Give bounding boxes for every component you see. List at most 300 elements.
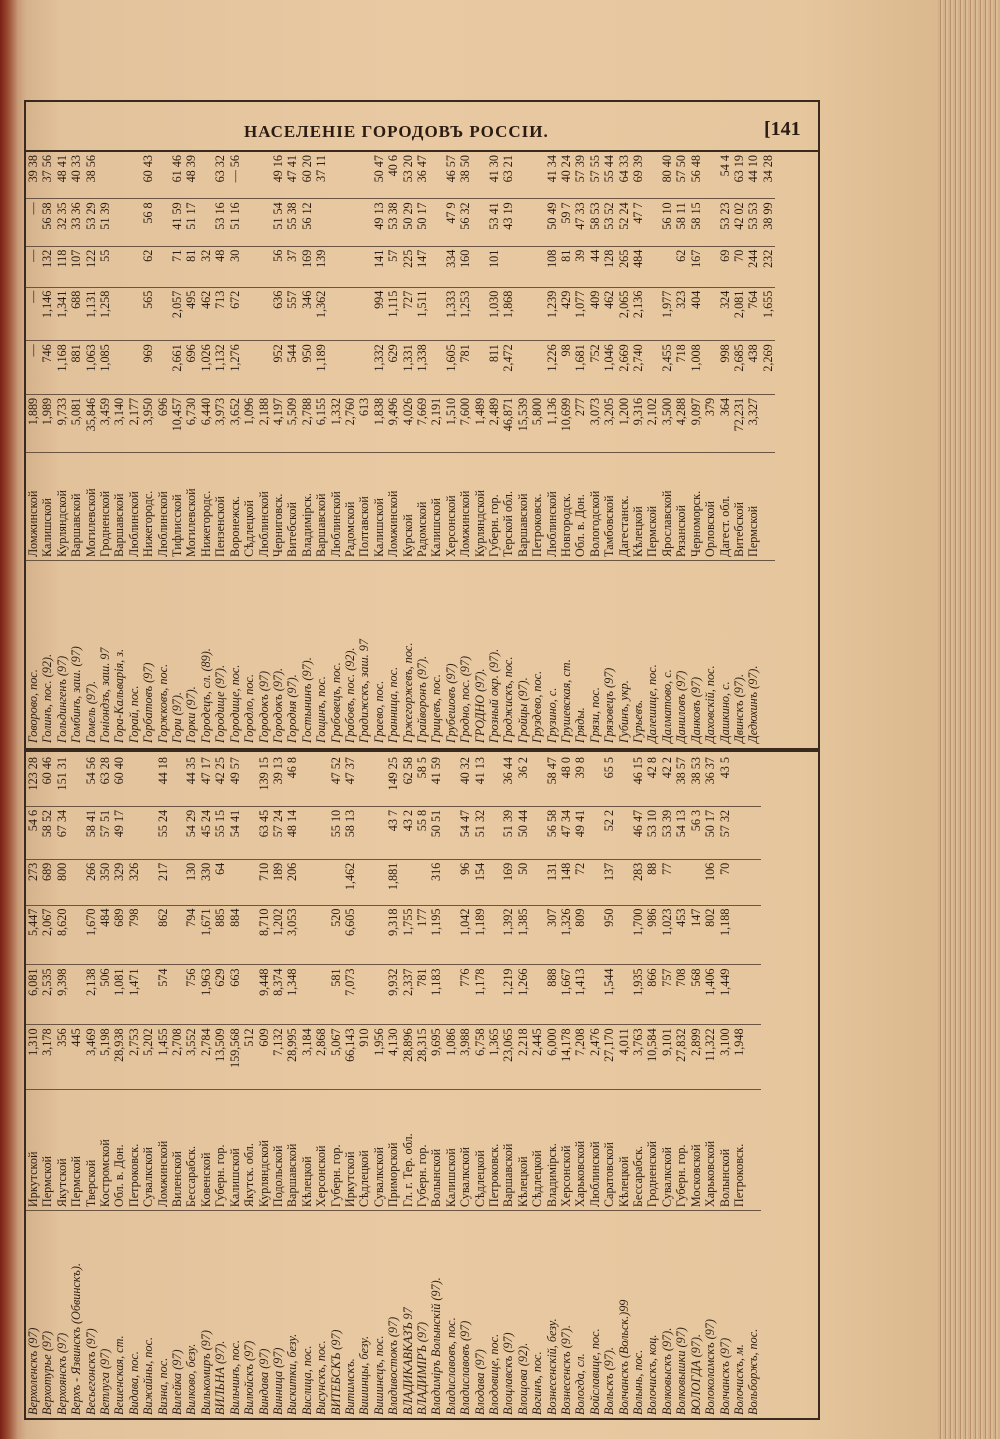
table-cell — [69, 754, 83, 806]
table-cell: 69 39 — [631, 152, 645, 199]
table-cell: 1,700 — [631, 905, 645, 965]
table-cell: 718 — [674, 341, 688, 395]
table-row — [170, 754, 184, 1418]
table-cell: 2,784 — [199, 1025, 213, 1090]
table-cell: 1,385 — [516, 905, 530, 965]
table-cell: 364 — [718, 394, 732, 452]
table-cell: Городокъ (97). — [270, 667, 285, 743]
table-cell: 60 46 — [40, 754, 54, 806]
lower-population-table — [26, 754, 761, 1418]
table-cell: — — [26, 287, 40, 341]
table-row — [660, 754, 674, 1418]
table-cell: 42 25 — [213, 754, 227, 806]
table-cell: Кѣлецкой — [617, 1090, 631, 1211]
table-cell: 55 24 — [156, 806, 170, 859]
table-cell: 1,131 — [84, 287, 98, 341]
table-cell: 324 — [718, 287, 732, 341]
table-cell: 2,081 — [732, 287, 746, 341]
table-cell — [357, 859, 371, 905]
table-cell: 884 — [228, 905, 242, 965]
table-cell: 1,455 — [156, 1025, 170, 1090]
table-cell: 50 44 — [516, 806, 530, 859]
table-cell: 307 — [545, 905, 559, 965]
table-cell: Люблинской — [588, 1090, 602, 1211]
table-cell — [530, 859, 544, 905]
table-cell — [127, 341, 141, 395]
table-row — [718, 754, 732, 1418]
table-cell: 3,459 — [98, 394, 112, 452]
table-cell: 6,605 — [343, 905, 357, 965]
table-cell: 45 24 — [199, 806, 213, 859]
table-cell: 5,067 — [329, 1025, 343, 1090]
table-cell — [112, 152, 126, 199]
table-cell — [357, 287, 371, 341]
table-cell: 809 — [573, 905, 587, 965]
table-cell — [329, 341, 343, 395]
table-cell — [487, 965, 501, 1025]
table-cell: 2,218 — [516, 1025, 530, 1090]
table-cell — [257, 199, 271, 246]
page-title: НАСЕЛЕНІЕ ГОРОДОВЪ РОССІИ. — [244, 122, 549, 141]
table-cell: 9,318 — [386, 905, 400, 965]
table-cell: 40 6 — [386, 152, 400, 199]
table-cell: 710 — [257, 859, 271, 905]
table-cell — [343, 199, 357, 246]
table-cell — [732, 754, 746, 806]
table-row — [271, 754, 285, 1418]
table-cell — [516, 199, 530, 246]
table-row — [285, 754, 299, 1418]
table-cell: Вилькомиръ (97) — [198, 1330, 213, 1415]
table-cell: 3,184 — [300, 1025, 314, 1090]
table-cell: 217 — [156, 859, 170, 905]
table-cell: 9,097 — [689, 394, 703, 452]
table-cell: 149 25 — [386, 754, 400, 806]
table-cell: 9,398 — [55, 965, 69, 1025]
table-cell: 565 — [141, 287, 155, 341]
table-cell: 998 — [718, 341, 732, 395]
table-cell: 122 — [84, 246, 98, 287]
table-cell — [242, 341, 256, 395]
table-cell: 61 46 — [170, 152, 184, 199]
table-cell: 47 17 — [199, 754, 213, 806]
table-cell: Тамбовской — [602, 452, 616, 560]
table-cell: 781 — [458, 341, 472, 395]
table-cell: 794 — [184, 905, 198, 965]
table-cell: Варшавской — [112, 452, 126, 560]
table-cell: Визна, пос. — [155, 1357, 170, 1415]
table-cell: 43 19 — [501, 199, 515, 246]
table-cell: 7,669 — [415, 394, 429, 452]
table-cell: Дагест. обл. — [718, 452, 732, 560]
table-cell: Влоцлавскъ (97) — [501, 1332, 516, 1415]
table-cell: 330 — [199, 859, 213, 905]
table-cell — [732, 859, 746, 905]
table-cell: 323 — [674, 287, 688, 341]
table-cell — [141, 859, 155, 905]
table-cell: Калишской — [444, 1090, 458, 1211]
table-cell: 9,496 — [386, 394, 400, 452]
table-cell: 1,085 — [98, 341, 112, 395]
table-cell: 57 — [386, 246, 400, 287]
table-row — [184, 754, 198, 1418]
table-cell: Вешенская, ст. — [112, 1335, 127, 1415]
page-stack-edge — [938, 0, 1000, 1439]
table-cell: 910 — [357, 1025, 371, 1090]
table-row — [213, 754, 227, 1418]
table-cell: 53 41 — [487, 199, 501, 246]
table-cell: 53 23 — [718, 199, 732, 246]
table-cell — [98, 152, 112, 199]
table-cell: 1,671 — [199, 905, 213, 965]
table-cell — [645, 152, 659, 199]
table-cell: 67 34 — [55, 806, 69, 859]
table-cell: Варшавской — [501, 1090, 515, 1211]
table-cell — [746, 905, 760, 965]
table-cell: Калишской — [372, 452, 386, 560]
table-cell — [314, 754, 328, 806]
table-row — [372, 754, 386, 1418]
table-cell: Грязи, пос. — [587, 687, 602, 743]
table-cell: Гройцы (97). — [515, 677, 530, 743]
table-cell: Кѣлецкой — [631, 452, 645, 560]
table-cell: 445 — [69, 1025, 83, 1090]
table-row — [386, 754, 400, 1418]
table-cell: 48 39 — [184, 152, 198, 199]
table-cell: 64 — [213, 859, 227, 905]
table-cell: 1,086 — [444, 1025, 458, 1090]
table-cell — [674, 859, 688, 905]
table-cell: Черниговск. — [271, 452, 285, 560]
table-row — [55, 754, 69, 1418]
table-cell — [703, 152, 717, 199]
table-row — [444, 152, 458, 746]
table-row — [530, 754, 544, 1418]
table-cell: 232 — [761, 246, 775, 287]
table-row — [257, 152, 271, 746]
table-cell: 123 28 — [26, 754, 40, 806]
table-row — [271, 152, 285, 746]
table-cell: 49 13 — [372, 199, 386, 246]
table-cell: Черноморск. — [689, 452, 703, 560]
table-cell — [343, 152, 357, 199]
table-cell: 108 — [545, 246, 559, 287]
table-cell: Могилевской — [84, 452, 98, 560]
table-cell: Люблинской — [127, 452, 141, 560]
table-cell: 581 — [329, 965, 343, 1025]
table-cell: 520 — [329, 905, 343, 965]
table-cell — [372, 859, 386, 905]
table-cell — [703, 287, 717, 341]
table-cell: 3,988 — [458, 1025, 472, 1090]
table-cell — [127, 806, 141, 859]
table-cell: 7,132 — [271, 1025, 285, 1090]
table-cell — [300, 905, 314, 965]
table-cell: 44 10 — [746, 152, 760, 199]
table-cell: Владимірск. — [545, 1090, 559, 1211]
table-cell: 130 — [184, 859, 198, 905]
table-cell — [300, 965, 314, 1025]
table-cell: Горки (97). — [184, 686, 199, 743]
table-cell: 326 — [127, 859, 141, 905]
table-cell: 58 13 — [343, 806, 357, 859]
table-cell: Висунскъ, пос. — [314, 1340, 329, 1415]
table-cell: 746 — [40, 341, 54, 395]
table-cell: 5,198 — [98, 1025, 112, 1090]
table-cell: Городецъ, сл. (89). — [198, 648, 213, 743]
table-row — [285, 152, 299, 746]
table-row — [501, 152, 515, 746]
table-cell — [314, 859, 328, 905]
table-cell: 77 — [660, 859, 674, 905]
table-row — [559, 152, 573, 746]
table-cell: 1,413 — [573, 965, 587, 1025]
table-cell: 51 32 — [473, 806, 487, 859]
table-cell: Верхотурье (97) — [40, 1330, 55, 1415]
table-cell: 1,189 — [314, 341, 328, 395]
table-cell: Вискитки, безу. — [285, 1333, 300, 1415]
table-cell: 52 2 — [602, 806, 616, 859]
table-cell: 1,510 — [444, 394, 458, 452]
table-cell: Вилково, безу. — [184, 1343, 199, 1415]
table-row — [501, 754, 515, 1418]
table-row — [69, 754, 83, 1418]
table-cell: Калишской — [228, 1090, 242, 1211]
table-cell — [444, 965, 458, 1025]
table-row — [573, 754, 587, 1418]
table-cell — [314, 905, 328, 965]
table-cell: Вижайны, пос. — [141, 1337, 156, 1415]
table-cell: 2,188 — [257, 394, 271, 452]
table-row — [184, 152, 198, 746]
table-cell: Орловской — [703, 452, 717, 560]
table-cell: 484 — [98, 905, 112, 965]
table-cell: 56 10 — [660, 199, 674, 246]
table-row — [329, 152, 343, 746]
table-cell: 9,448 — [257, 965, 271, 1025]
table-cell — [429, 287, 443, 341]
table-cell — [300, 859, 314, 905]
table-cell: Владиславовъ, пос. — [443, 1317, 458, 1415]
table-cell: Подольской — [271, 1090, 285, 1211]
table-cell — [617, 859, 631, 905]
table-cell: 1,178 — [473, 965, 487, 1025]
table-cell — [242, 287, 256, 341]
table-cell — [257, 287, 271, 341]
table-cell: Винница (97) — [270, 1347, 285, 1415]
table-cell: 57 50 — [674, 152, 688, 199]
table-row — [458, 152, 472, 746]
table-cell: 53 20 — [401, 152, 415, 199]
table-cell: 2,067 — [40, 905, 54, 965]
table-row — [444, 754, 458, 1418]
table-cell: 244 — [746, 246, 760, 287]
table-cell: ВИЛЬНА (97). — [213, 1340, 228, 1415]
table-cell: 6,155 — [314, 394, 328, 452]
table-cell: 53 16 — [213, 199, 227, 246]
table-row — [141, 152, 155, 746]
table-cell: 9,316 — [631, 394, 645, 452]
table-row — [26, 152, 40, 746]
table-cell: Горжковъ, пос. — [155, 663, 170, 743]
table-cell: 495 — [184, 287, 198, 341]
table-cell — [530, 754, 544, 806]
table-row — [588, 754, 602, 1418]
table-cell: 2,669 — [617, 341, 631, 395]
table-cell: Городокъ (97) — [256, 670, 271, 743]
table-row — [588, 152, 602, 746]
table-cell: 56 32 — [458, 199, 472, 246]
table-cell: 1,258 — [98, 287, 112, 341]
table-cell: Городня (97). — [285, 674, 300, 743]
table-cell: 41 13 — [473, 754, 487, 806]
table-row — [40, 754, 54, 1418]
table-row — [357, 152, 371, 746]
table-cell: 36 44 — [501, 754, 515, 806]
table-cell: 950 — [602, 905, 616, 965]
table-cell — [516, 246, 530, 287]
table-cell: Гомель (97). — [83, 680, 98, 743]
table-cell: Иркутской — [343, 1090, 357, 1211]
table-cell: 2,191 — [429, 394, 443, 452]
table-cell: 2,455 — [660, 341, 674, 395]
table-cell: 46 47 — [631, 806, 645, 859]
table-row — [602, 152, 616, 746]
table-cell — [444, 859, 458, 905]
table-cell: Волчанскъ (97) — [717, 1337, 732, 1415]
table-cell: 52 24 — [617, 199, 631, 246]
table-cell — [689, 859, 703, 905]
table-cell: 1,338 — [415, 341, 429, 395]
table-cell — [746, 1090, 760, 1211]
table-cell — [257, 246, 271, 287]
table-cell — [156, 246, 170, 287]
table-cell: 57 51 — [98, 806, 112, 859]
table-cell: 56 3 — [689, 806, 703, 859]
table-cell — [473, 341, 487, 395]
table-cell: Пензенской — [213, 452, 227, 560]
table-cell — [530, 806, 544, 859]
table-row — [487, 754, 501, 1418]
table-cell: 1,489 — [473, 394, 487, 452]
table-cell: 329 — [112, 859, 126, 905]
table-cell: Калишской — [40, 452, 54, 560]
table-cell: Сувалкской — [372, 1090, 386, 1211]
table-row — [487, 152, 501, 746]
table-cell — [617, 806, 631, 859]
table-cell — [112, 199, 126, 246]
table-cell: 5,081 — [69, 394, 83, 452]
table-cell: Волынской — [429, 1090, 443, 1211]
table-cell — [761, 452, 775, 560]
table-cell: 53 52 — [602, 199, 616, 246]
table-cell: 3,100 — [718, 1025, 732, 1090]
table-cell — [242, 965, 256, 1025]
table-row — [112, 754, 126, 1418]
table-row — [98, 152, 112, 746]
table-cell — [487, 806, 501, 859]
table-cell: ВИТЕБСКЪ (97) — [328, 1329, 343, 1415]
table-cell: Городище (97). — [213, 665, 228, 743]
table-cell — [242, 152, 256, 199]
table-cell: 51 17 — [184, 199, 198, 246]
table-cell: 151 31 — [55, 754, 69, 806]
table-cell: 131 — [545, 859, 559, 905]
table-cell: Дашкино, с. — [717, 681, 732, 743]
table-cell: 1,195 — [429, 905, 443, 965]
table-cell: 484 — [631, 246, 645, 287]
table-row — [645, 754, 659, 1418]
table-cell — [242, 905, 256, 965]
table-cell: 41 59 — [170, 199, 184, 246]
table-cell — [156, 152, 170, 199]
table-cell — [444, 905, 458, 965]
table-cell: 39 38 — [26, 152, 40, 199]
table-row — [343, 754, 357, 1418]
table-cell: 58 15 — [689, 199, 703, 246]
table-cell: 58 11 — [674, 199, 688, 246]
section-divider — [24, 748, 820, 752]
table-cell: 28,315 — [415, 1025, 429, 1090]
table-cell: Обл. в. Дон. — [573, 452, 587, 560]
table-cell — [401, 859, 415, 905]
table-cell: 101 — [487, 246, 501, 287]
table-row — [112, 152, 126, 746]
table-cell: 50 47 — [372, 152, 386, 199]
table-row — [40, 152, 54, 746]
table-cell: Влодовице, пос. — [487, 1333, 501, 1415]
table-cell: Гонiондзъ, заш. 97 — [98, 647, 113, 743]
table-cell — [645, 199, 659, 246]
table-cell: 1,341 — [55, 287, 69, 341]
table-cell — [357, 905, 371, 965]
table-cell: 58 52 — [40, 806, 54, 859]
table-cell: 2,740 — [631, 341, 645, 395]
table-cell: 47 37 — [343, 754, 357, 806]
table-cell: 50 49 — [545, 199, 559, 246]
table-cell: 8,374 — [271, 965, 285, 1025]
table-cell: Даховскій, пос. — [703, 665, 718, 743]
table-cell: 39 13 — [271, 754, 285, 806]
table-cell: Приморской — [386, 1090, 400, 1211]
table-cell: Вологда, сл. — [573, 1353, 588, 1415]
table-cell: 58 47 — [545, 754, 559, 806]
table-cell: 6,758 — [473, 1025, 487, 1090]
table-cell: Люблинской — [257, 452, 271, 560]
table-cell: 50 17 — [703, 806, 717, 859]
table-cell — [228, 859, 242, 905]
table-cell — [516, 152, 530, 199]
table-cell: 2,489 — [487, 394, 501, 452]
table-cell: 1,276 — [228, 341, 242, 395]
table-cell: Ковенской — [199, 1090, 213, 1211]
table-row — [761, 152, 775, 746]
table-cell: 11,322 — [703, 1025, 717, 1090]
table-cell: 2,177 — [127, 394, 141, 452]
table-cell: 1,956 — [372, 1025, 386, 1090]
table-cell: 1,977 — [660, 287, 674, 341]
table-row — [645, 152, 659, 746]
table-cell: 811 — [487, 341, 501, 395]
table-cell — [329, 199, 343, 246]
table-row — [516, 754, 530, 1418]
table-cell: Волынской — [718, 1090, 732, 1211]
table-cell: 1,096 — [242, 394, 256, 452]
table-cell: 55 15 — [213, 806, 227, 859]
table-cell: Даниловъ (97) — [674, 670, 689, 743]
table-cell: Иркутской — [26, 1090, 40, 1211]
table-cell: 6,440 — [199, 394, 213, 452]
